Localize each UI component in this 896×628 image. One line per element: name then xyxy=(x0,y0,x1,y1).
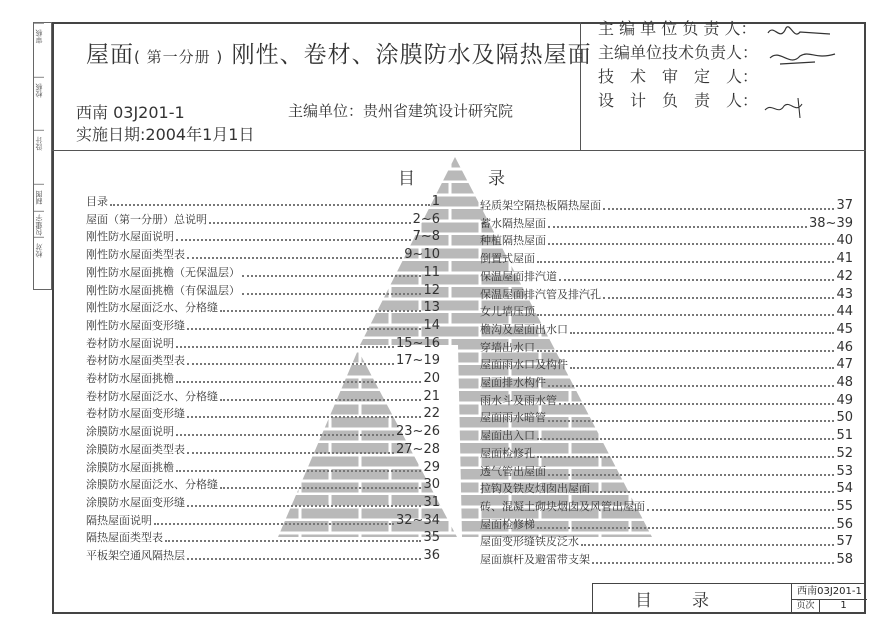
toc-entry[interactable] xyxy=(86,263,440,280)
toc-entry-label: 卷材防水屋面类型表 xyxy=(86,354,185,368)
toc-entry[interactable] xyxy=(480,302,853,319)
toc-entry-label: 女儿墙压顶 xyxy=(480,305,535,319)
toc-entry-page: 32~34 xyxy=(396,512,440,528)
toc-entry-page: 13 xyxy=(423,300,440,316)
toc-entry[interactable] xyxy=(480,444,853,461)
toc-entry-page: 14 xyxy=(423,317,440,333)
dot-leader xyxy=(176,239,411,241)
strip-label: 包建宇 xyxy=(34,211,44,238)
dot-leader xyxy=(559,403,834,405)
dot-leader xyxy=(537,314,834,316)
toc-entry[interactable] xyxy=(86,281,440,298)
dot-leader xyxy=(603,297,834,299)
toc-entry[interactable] xyxy=(480,320,853,337)
toc-entry[interactable] xyxy=(480,479,853,496)
toc-entry-page: 47 xyxy=(836,357,853,373)
toc-title-left: 目 xyxy=(398,169,415,189)
toc-entry-label: 屋面雨水暗管 xyxy=(480,411,546,425)
dot-leader xyxy=(187,257,402,259)
toc-entry[interactable] xyxy=(480,515,853,532)
toc-entry[interactable] xyxy=(86,192,440,209)
title-block-page-value: 1 xyxy=(840,600,847,611)
header-divider xyxy=(52,150,866,151)
toc-entry-label: 平板架空通风隔热层 xyxy=(86,549,185,562)
dot-leader xyxy=(559,279,834,281)
responsible-technical: 主编单位技术负责人： xyxy=(598,43,759,62)
toc-entry[interactable] xyxy=(480,249,853,266)
dot-leader xyxy=(537,261,834,263)
dot-leader xyxy=(165,540,421,542)
toc-title-right: 录 xyxy=(488,169,505,189)
atlas-title xyxy=(86,36,592,69)
dot-leader xyxy=(187,363,394,365)
toc-entry-label: 种植隔热屋面 xyxy=(480,234,546,248)
toc-entry[interactable] xyxy=(86,334,440,351)
toc-entry-label: 砖、混凝土砌块烟囱及风管出屋面 xyxy=(480,499,645,513)
toc-entry-label: 刚性防水屋面泛水、分格缝 xyxy=(86,301,218,315)
toc-entry-label: 卷材防水屋面变形缝 xyxy=(86,407,185,421)
dot-leader xyxy=(110,204,430,206)
signature-strip xyxy=(33,22,52,290)
title-volume: ( 第一分册 ) xyxy=(134,48,224,66)
dot-leader xyxy=(220,399,421,401)
toc-entry[interactable] xyxy=(480,426,853,443)
toc-entry[interactable] xyxy=(86,458,440,475)
responsible-design: 设 计 负 责 人： xyxy=(598,91,759,110)
dot-leader xyxy=(176,346,394,348)
dot-leader xyxy=(176,434,394,436)
toc-entry[interactable] xyxy=(480,550,853,567)
toc-entry-label: 卷材防水屋面说明 xyxy=(86,336,174,350)
toc-entry-page: 45 xyxy=(836,321,853,337)
toc-entry[interactable] xyxy=(86,387,440,404)
toc-entry[interactable] xyxy=(86,440,440,457)
dot-leader xyxy=(537,527,834,529)
title-rest: 刚性、卷材、涂膜防水及隔热屋面 xyxy=(231,42,592,68)
toc-entry[interactable] xyxy=(480,267,853,284)
toc-entry-page: 11 xyxy=(423,264,440,280)
dot-leader xyxy=(548,474,834,476)
toc-entry[interactable] xyxy=(86,511,440,528)
toc-entry-page: 55 xyxy=(836,498,853,514)
strip-label: 审核 xyxy=(34,23,44,50)
toc-entry-label: 倒置式屋面 xyxy=(480,252,535,266)
toc-entry-label: 屋面检修孔 xyxy=(480,446,535,460)
toc-entry-label: 透气管出屋面 xyxy=(480,464,546,478)
responsible-review: 技 术 审 定 人： xyxy=(598,67,759,86)
dot-leader xyxy=(548,385,834,387)
dot-leader xyxy=(570,332,834,334)
toc-entry-page: 50 xyxy=(836,410,853,426)
toc-entry[interactable] xyxy=(480,408,853,425)
toc-entry-page: 42 xyxy=(836,268,853,284)
toc-entry[interactable] xyxy=(480,497,853,514)
toc-entry[interactable] xyxy=(86,475,440,492)
toc-entry-label: 隔热屋面说明 xyxy=(86,513,152,527)
toc-entry-page: 20 xyxy=(423,371,440,386)
dot-leader xyxy=(220,310,421,312)
toc-entry-page: 36 xyxy=(423,548,440,563)
dot-leader xyxy=(220,487,421,489)
dot-leader xyxy=(537,456,834,458)
toc-entry-label: 涂膜防水屋面挑檐 xyxy=(86,460,174,474)
toc-entry-label: 檐沟及屋面出水口 xyxy=(480,322,568,336)
dot-leader xyxy=(647,509,834,511)
toc-entry-page: 23~26 xyxy=(396,424,440,440)
toc-entry[interactable] xyxy=(480,196,853,213)
dot-leader xyxy=(187,558,421,560)
toc-entry-label: 刚性防水屋面类型表 xyxy=(86,248,185,262)
toc-entry[interactable] xyxy=(86,493,440,510)
strip-label: 校对 xyxy=(34,237,44,264)
title-block-page-label: 页次 xyxy=(792,599,820,613)
title-block xyxy=(592,583,866,614)
toc-entry-page: 43 xyxy=(836,286,853,302)
strip-label: 设计 xyxy=(34,130,44,157)
toc-entry-page: 9~10 xyxy=(404,247,440,263)
toc-entry-page: 48 xyxy=(836,375,853,390)
toc-entry-label: 涂膜防水屋面泛水、分格缝 xyxy=(86,478,218,492)
title-block-code: 西南03J201-1 xyxy=(792,584,867,600)
toc-entry[interactable] xyxy=(86,298,440,315)
dot-leader xyxy=(209,222,411,224)
toc-entry[interactable] xyxy=(480,338,853,355)
toc-entry-page: 31 xyxy=(423,494,440,510)
dot-leader xyxy=(548,243,834,245)
dot-leader xyxy=(187,416,421,418)
dot-leader xyxy=(548,420,834,422)
toc-entry[interactable] xyxy=(480,214,853,231)
toc-entry-label: 屋面旗杆及避雷带支架 xyxy=(480,553,590,566)
toc-entry-label: 隔热屋面类型表 xyxy=(86,531,163,545)
toc-entry-page: 41 xyxy=(836,251,853,267)
toc-entry-label: 目录 xyxy=(86,195,108,208)
toc-entry-label: 蓄水隔热屋面 xyxy=(480,216,546,230)
responsible-editor-unit: 主 编 单 位 负 责 人： xyxy=(598,19,757,38)
toc-entry[interactable] xyxy=(86,245,440,262)
toc-entry[interactable] xyxy=(480,355,853,372)
dot-leader xyxy=(537,350,834,352)
toc-entry[interactable] xyxy=(86,210,440,227)
toc-entry[interactable] xyxy=(480,462,853,479)
toc-entry-page: 46 xyxy=(836,339,853,355)
toc-entry-page: 54 xyxy=(836,481,853,497)
toc-entry-page: 12 xyxy=(423,282,440,298)
toc-entry-page: 38~39 xyxy=(809,215,853,231)
toc-entry-page: 58 xyxy=(836,552,853,567)
toc-entry-label: 涂膜防水屋面说明 xyxy=(86,425,174,439)
toc-entry-label: 保温屋面排汽道 xyxy=(480,269,557,283)
toc-entry[interactable] xyxy=(480,231,853,248)
dot-leader xyxy=(187,328,421,330)
toc-entry-page: 29 xyxy=(423,459,440,475)
toc-entry-label: 卷材防水屋面挑檐 xyxy=(86,372,174,385)
toc-entry-page: 56 xyxy=(836,516,853,532)
dot-leader xyxy=(603,208,834,210)
toc-entry-label: 刚性防水屋面挑檐（无保温层） xyxy=(86,265,240,279)
toc-entry-page: 37 xyxy=(836,198,853,213)
toc-entry-label: 雨水斗及雨水管 xyxy=(480,393,557,407)
toc-entry[interactable] xyxy=(86,316,440,333)
toc-entry-page: 27~28 xyxy=(396,441,440,457)
signatures xyxy=(760,18,860,128)
dot-leader xyxy=(154,523,394,525)
toc-entry-label: 穿墙出水口 xyxy=(480,340,535,354)
dot-leader xyxy=(187,452,394,454)
toc-entry-label: 轻质架空隔热板隔热屋面 xyxy=(480,199,601,212)
toc-entry[interactable] xyxy=(86,227,440,244)
toc-entry-label: 刚性防水屋面挑檐（有保温层） xyxy=(86,283,240,297)
dot-leader xyxy=(592,491,834,493)
toc-entry-page: 57 xyxy=(836,534,853,550)
toc-entry-page: 40 xyxy=(836,233,853,249)
toc-entry-page: 17~19 xyxy=(396,353,440,369)
toc-entry-page: 21 xyxy=(423,388,440,404)
toc-entry[interactable] xyxy=(86,528,440,545)
toc-entry-label: 拉钩及铁皮烟囱出屋面 xyxy=(480,482,590,496)
toc-entry-page: 44 xyxy=(836,304,853,320)
toc-entry-label: 屋面排水构件 xyxy=(480,376,546,389)
toc-entry-label: 刚性防水屋面说明 xyxy=(86,230,174,244)
toc-entry[interactable] xyxy=(480,391,853,408)
toc-entry[interactable] xyxy=(86,546,440,563)
toc-entry-page: 51 xyxy=(836,428,853,444)
toc-entry-label: 涂膜防水屋面变形缝 xyxy=(86,495,185,509)
atlas-code: 西南 03J201-1 xyxy=(76,103,185,122)
toc-entry[interactable] xyxy=(86,369,440,386)
dot-leader xyxy=(176,470,421,472)
toc-entry-label: 保温屋面排汽管及排汽孔 xyxy=(480,287,601,301)
title-block-name: 目录 xyxy=(593,584,792,613)
toc-entry[interactable] xyxy=(480,285,853,302)
toc-entry[interactable] xyxy=(86,351,440,368)
dot-leader xyxy=(592,562,834,564)
dot-leader xyxy=(570,367,834,369)
toc-entry[interactable] xyxy=(480,373,853,390)
toc-entry-page: 1 xyxy=(431,194,440,209)
toc-entry[interactable] xyxy=(480,532,853,549)
toc-entry-page: 15~16 xyxy=(396,335,440,351)
toc-entry-label: 涂膜防水屋面类型表 xyxy=(86,442,185,456)
toc-entry-label: 屋面出入口 xyxy=(480,429,535,443)
dot-leader xyxy=(548,226,807,228)
toc-entry-page: 30 xyxy=(423,477,440,493)
dot-leader xyxy=(187,505,421,507)
toc-entry-label: 屋面检修梯 xyxy=(480,517,535,531)
toc-entry[interactable] xyxy=(86,404,440,421)
strip-label: 制图 xyxy=(34,184,44,211)
dot-leader xyxy=(176,381,421,383)
toc-entry-label: 卷材防水屋面泛水、分格缝 xyxy=(86,389,218,403)
title-main: 屋面 xyxy=(86,42,134,68)
toc-entry-page: 52 xyxy=(836,445,853,461)
toc-entry-label: 屋面（第一分册）总说明 xyxy=(86,212,207,226)
toc-entry-page: 49 xyxy=(836,392,853,408)
effective-date: 实施日期:2004年1月1日 xyxy=(76,125,255,144)
dot-leader xyxy=(581,544,834,546)
toc-entry-label: 屋面变形缝铁皮泛水 xyxy=(480,535,579,549)
dot-leader xyxy=(242,275,421,277)
toc-entry-label: 屋面雨水口及构件 xyxy=(480,358,568,372)
dot-leader xyxy=(537,438,834,440)
toc-entry-label: 刚性防水屋面变形缝 xyxy=(86,318,185,332)
dot-leader xyxy=(242,293,421,295)
toc-entry-page: 2~6 xyxy=(412,211,440,227)
editor-unit: 主编单位：贵州省建筑设计研究院 xyxy=(288,102,514,120)
toc-entry-page: 7~8 xyxy=(412,229,440,245)
toc-entry-page: 35 xyxy=(423,530,440,546)
toc-entry-page: 22 xyxy=(423,406,440,422)
toc-entry-page: 53 xyxy=(836,463,853,479)
toc-entry[interactable] xyxy=(86,422,440,439)
strip-label: 校核 xyxy=(34,77,44,104)
